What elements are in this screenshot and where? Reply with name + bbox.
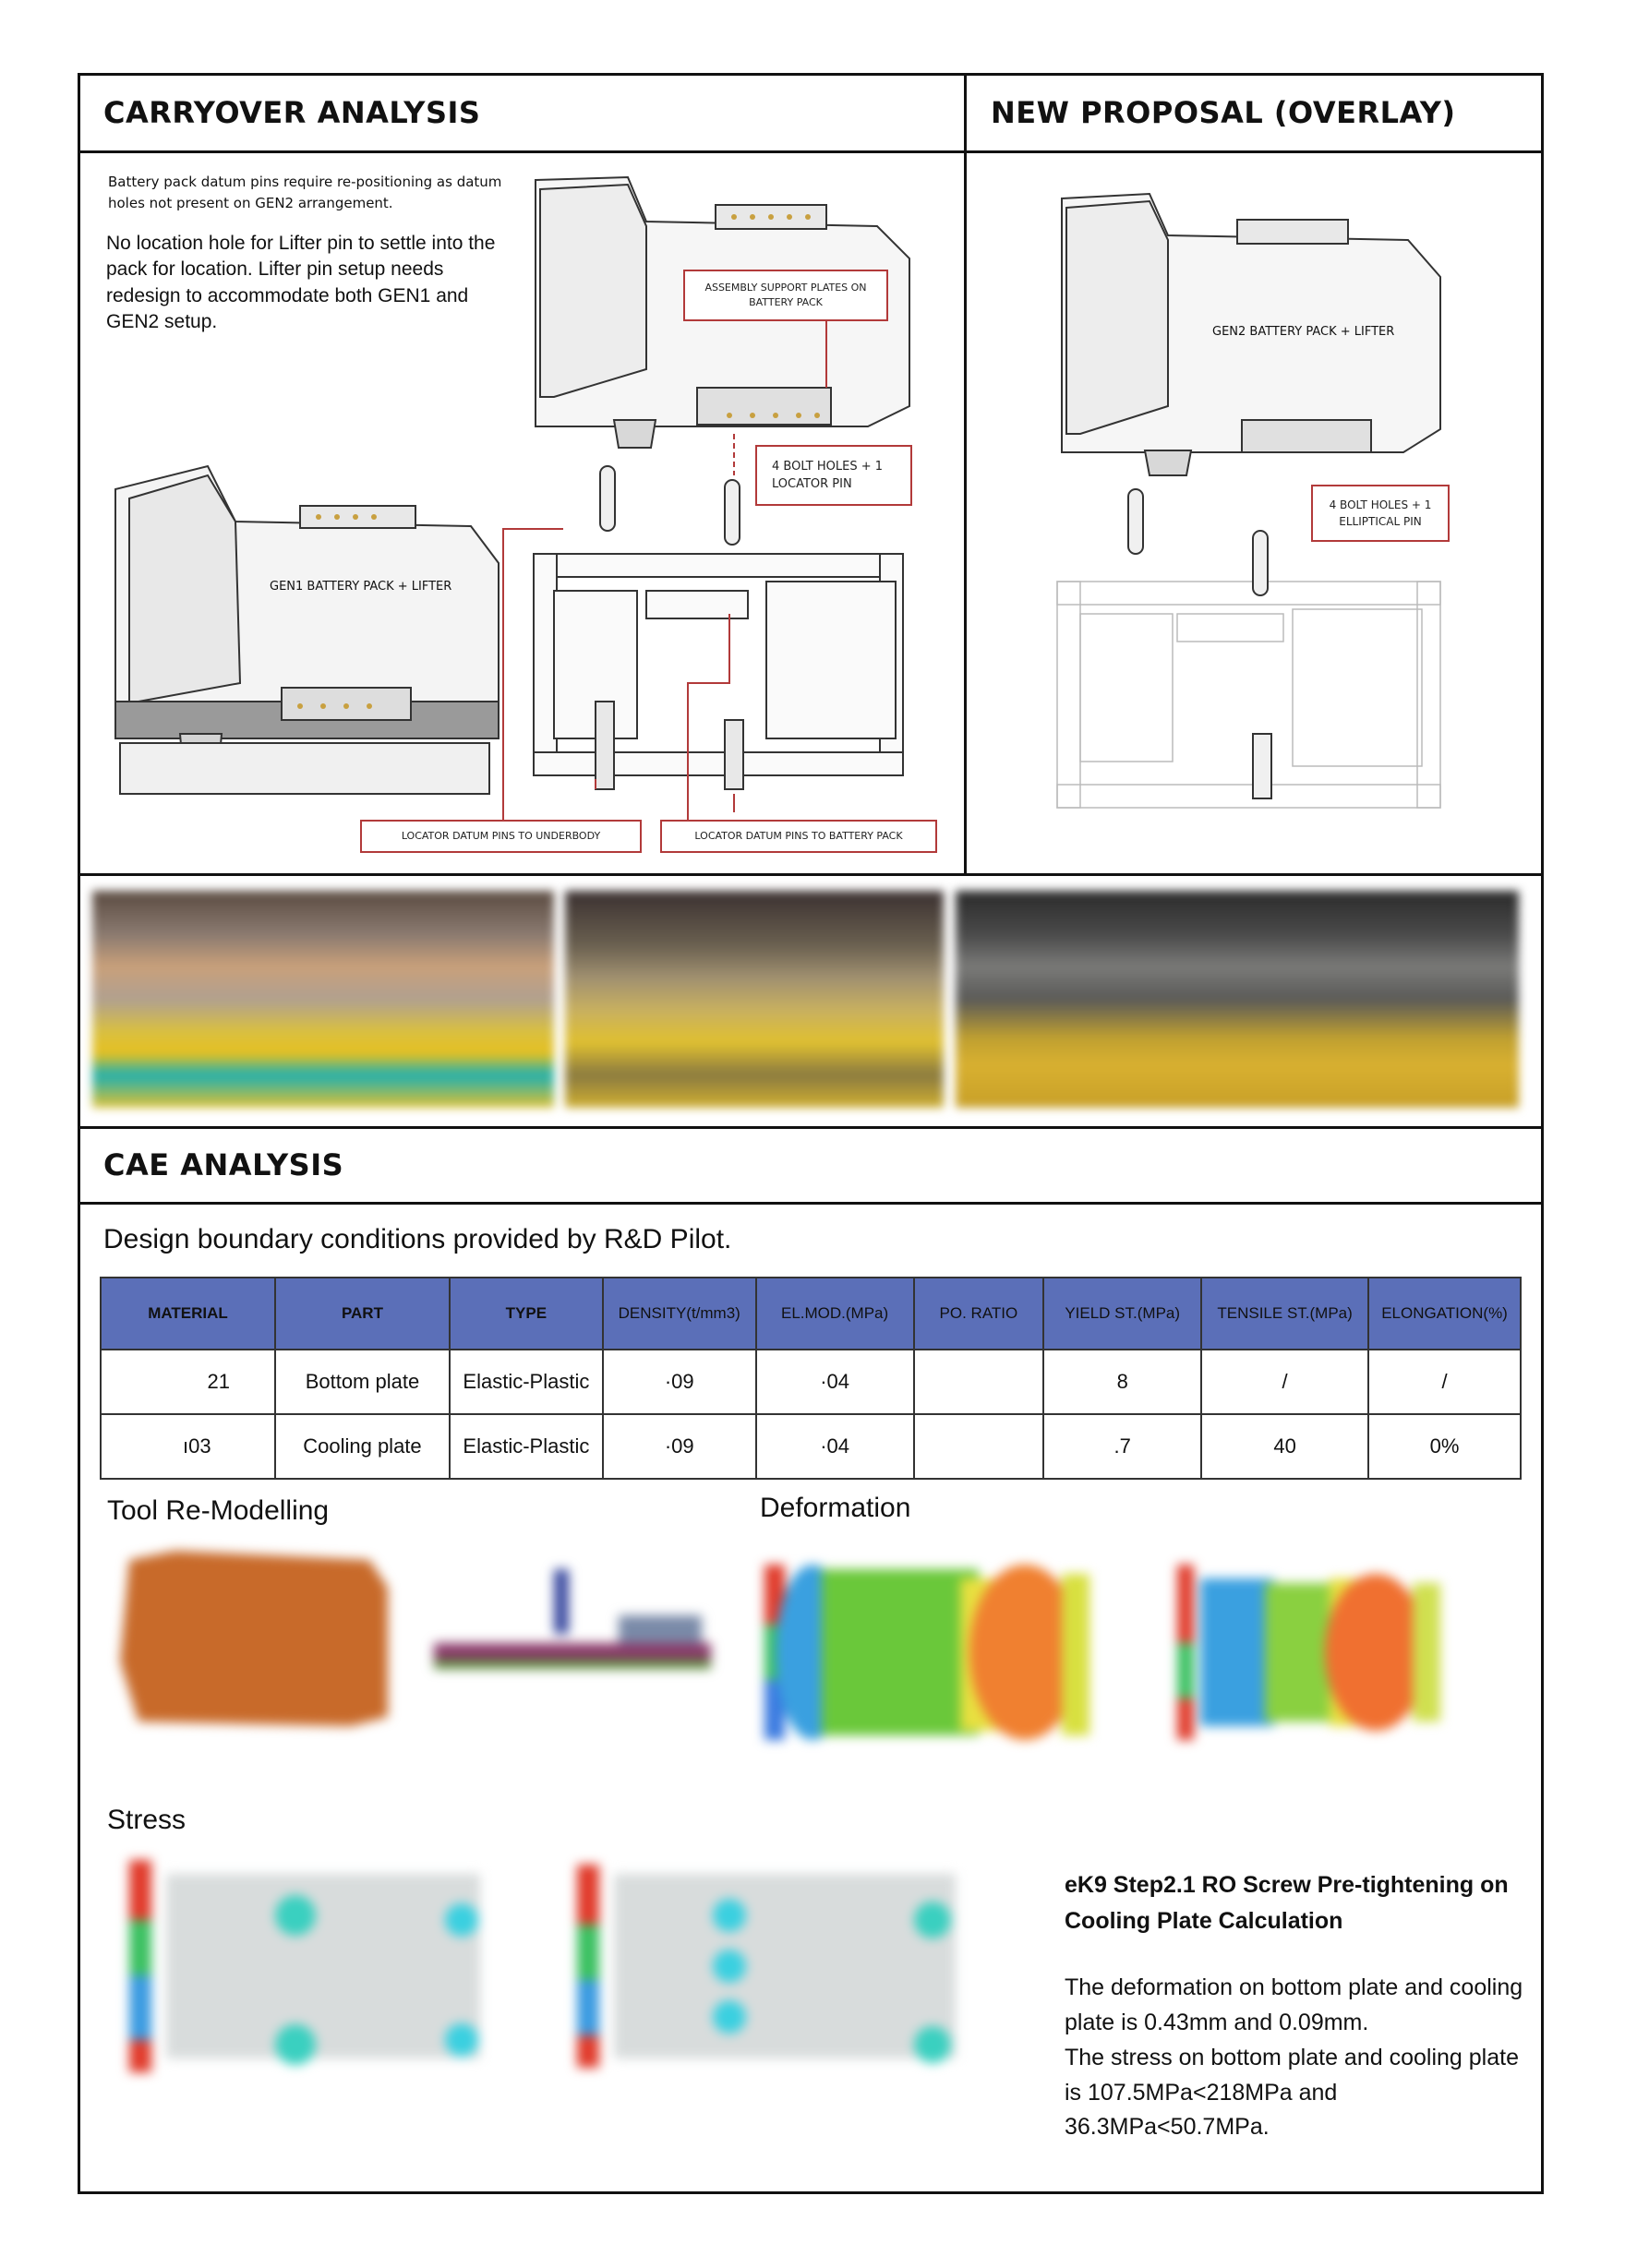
- table-header: YIELD ST.(MPa): [1043, 1278, 1201, 1350]
- table-header: EL.MOD.(MPa): [756, 1278, 914, 1350]
- tool-remodelling-title: Tool Re-Modelling: [107, 1495, 330, 1526]
- table-cell: Elastic-Plastic: [450, 1414, 603, 1479]
- table-header: TENSILE ST.(MPa): [1201, 1278, 1368, 1350]
- carryover-title: CARRYOVER ANALYSIS: [103, 95, 481, 130]
- table-cell: Bottom plate: [275, 1350, 450, 1414]
- table-cell: 8: [1043, 1350, 1201, 1414]
- table-cell: 21: [101, 1350, 275, 1414]
- table-header: ELONGATION(%): [1368, 1278, 1521, 1350]
- table-cell: ·09: [603, 1414, 756, 1479]
- table-cell: /: [1368, 1350, 1521, 1414]
- table-header: PO. RATIO: [914, 1278, 1044, 1350]
- table-header: PART: [275, 1278, 450, 1350]
- calc-body-stress: The stress on bottom plate and cooling plate is 107.5MPa<218MPa and 36.3MPa<50.7MPa.: [1065, 2045, 1519, 2140]
- callout-locator-battery: LOCATOR DATUM PINS TO BATTERY PACK: [660, 820, 937, 853]
- table-cell: ·04: [756, 1350, 914, 1414]
- table-header: TYPE: [450, 1278, 603, 1350]
- gen1-pack-label: GEN1 BATTERY PACK + LIFTER: [270, 580, 452, 594]
- table-cell: /: [1201, 1350, 1368, 1414]
- cae-intro: Design boundary conditions provided by R&D Pilot.: [103, 1224, 732, 1254]
- callout-bolt-holes-elliptical: 4 BOLT HOLES + 1 ELLIPTICAL PIN: [1311, 485, 1450, 542]
- deformation-title: Deformation: [760, 1493, 911, 1523]
- stress-bottom-plate-image: [129, 1860, 480, 2072]
- callout-locator-underbody: LOCATOR DATUM PINS TO UNDERBODY: [360, 820, 642, 853]
- proposal-title: NEW PROPOSAL (OVERLAY): [991, 95, 1456, 130]
- calc-title: eK9 Step2.1 RO Screw Pre-tightening on Cooling Plate Calculation: [1065, 1872, 1509, 1934]
- table-cell: 40: [1201, 1414, 1368, 1479]
- stress-title: Stress: [107, 1805, 187, 1835]
- table-cell: ·09: [603, 1350, 756, 1414]
- table-cell: Elastic-Plastic: [450, 1350, 603, 1414]
- deformation-cooling-plate-image: [1177, 1565, 1440, 1740]
- tool-model-image: [120, 1551, 711, 1726]
- table-cell: Cooling plate: [275, 1414, 450, 1479]
- table-cell: ı03: [101, 1414, 275, 1479]
- table-cell: .7: [1043, 1414, 1201, 1479]
- stress-cooling-plate-image: [577, 1865, 956, 2068]
- table-header: DENSITY(t/mm3): [603, 1278, 756, 1350]
- calc-body-deformation: The deformation on bottom plate and cooling plate is 0.43mm and 0.09mm.: [1065, 1974, 1523, 2035]
- carryover-note-small: Battery pack datum pins require re-positioning as datum holes not present on GEN2 arrangement.: [108, 174, 502, 211]
- callout-bolt-holes-locator: 4 BOLT HOLES + 1 LOCATOR PIN: [755, 445, 912, 506]
- cae-title: CAE ANALYSIS: [103, 1147, 344, 1182]
- gen2-pack-label: GEN2 BATTERY PACK + LIFTER: [1212, 325, 1395, 339]
- deformation-bottom-plate-image: [764, 1565, 1089, 1740]
- table-cell: 0%: [1368, 1414, 1521, 1479]
- table-cell: ·04: [756, 1414, 914, 1479]
- table-header: MATERIAL: [101, 1278, 275, 1350]
- callout-assembly-plates: ASSEMBLY SUPPORT PLATES ON BATTERY PACK: [683, 270, 888, 321]
- carryover-note-main: No location hole for Lifter pin to settle into the pack for location. Lifter pin setup needs redesign to accommodate both GEN1 and GEN2 setup.: [106, 233, 496, 333]
